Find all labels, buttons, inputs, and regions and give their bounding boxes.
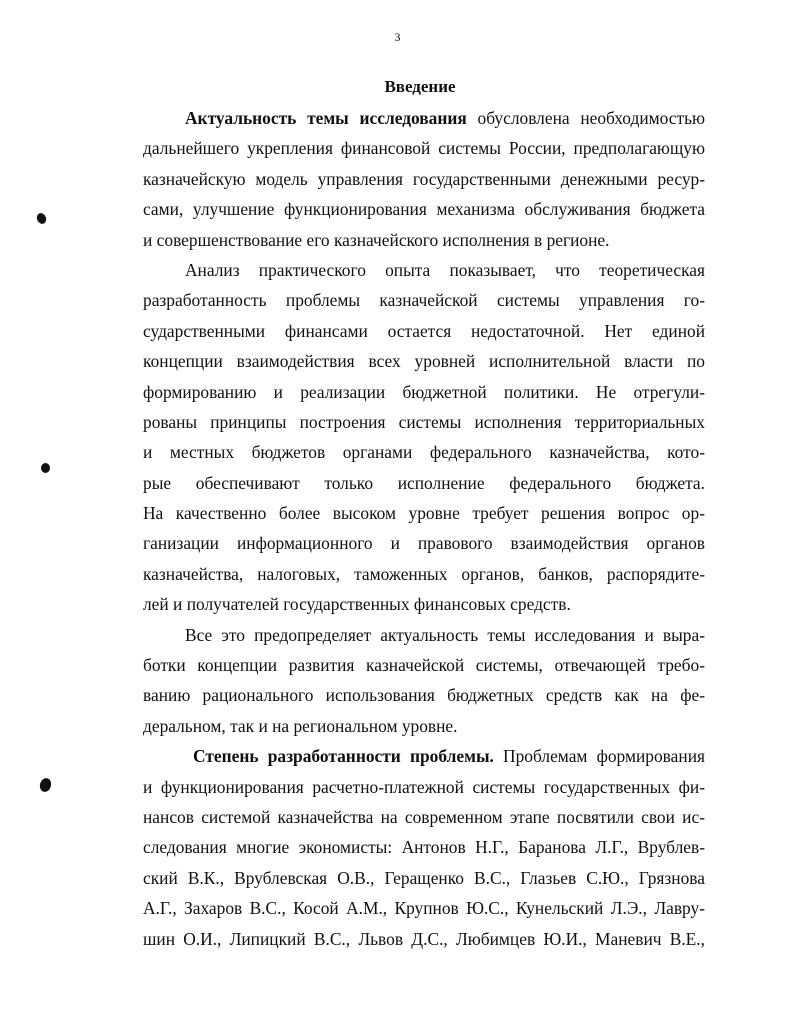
paragraph-relevance bbox=[143, 103, 705, 255]
text-line: Все это предопределяет актуальность темы исследования и выра- bbox=[185, 624, 705, 645]
scan-mark bbox=[38, 777, 52, 793]
text-line: рые обеспечивают только исполнение федерального бюджета. bbox=[143, 472, 705, 493]
text-line: ванию рационального использования бюджетных средств как на фе- bbox=[143, 685, 705, 706]
paragraph-analysis bbox=[143, 255, 705, 620]
text-line: и совершенствование его казначейского исполнения в регионе. bbox=[143, 229, 610, 250]
scan-mark bbox=[41, 463, 50, 473]
text-line: На качественно более высоком уровне требует решения вопрос ор- bbox=[143, 503, 705, 524]
text-line: ботки концепции развития казначейской системы, отвечающей требо- bbox=[143, 655, 705, 676]
text-line: рованы принципы построения системы исполнения территориальных bbox=[143, 411, 705, 432]
text-line: формированию и реализации бюджетной политики. Не отрегули- bbox=[143, 381, 705, 402]
text-line: сами, улучшение функционирования механизма обслуживания бюджета bbox=[143, 199, 705, 220]
text-line: концепции взаимодействия всех уровней исполнительной власти по bbox=[143, 351, 705, 372]
body-text bbox=[143, 103, 705, 954]
section-heading: Введение bbox=[384, 77, 456, 96]
text-line: Анализ практического опыта показывает, что теоретическая bbox=[185, 259, 705, 280]
page-number: 3 bbox=[394, 30, 401, 44]
text-line: Актуальность темы исследования обусловлена необходимостью bbox=[185, 108, 706, 128]
text-line: А.Г., Захаров В.С., Косой А.М., Крупнов Ю.С., Кунельский Л.Э., Лавру- bbox=[143, 898, 705, 919]
text-line: казначейскую модель управления государственными денежными ресур- bbox=[143, 168, 705, 189]
scan-mark bbox=[35, 212, 48, 226]
text-line: дальнейшего укрепления финансовой системы России, предполагающую bbox=[143, 138, 705, 159]
text-line: сударственными финансами остается недостаточной. Нет единой bbox=[143, 320, 705, 341]
text-line: деральном, так и на региональном уровне. bbox=[143, 715, 458, 736]
text-line: шин О.И., Липицкий В.С., Львов Д.С., Любимцев Ю.И., Маневич В.Е., bbox=[143, 928, 705, 949]
text-line: и местных бюджетов органами федерального казначейства, кото- bbox=[143, 442, 705, 463]
paragraph-predetermination bbox=[143, 620, 705, 742]
text-line: разработанность проблемы казначейской системы управления го- bbox=[143, 290, 705, 311]
text-line: следования многие экономисты: Антонов Н.Г., Баранова Л.Г., Врублев- bbox=[143, 837, 705, 858]
paragraph-degree-of-elaboration bbox=[143, 741, 705, 954]
text-line: лей и получателей государственных финансовых средств. bbox=[143, 594, 571, 615]
text-line: Степень разработанности проблемы. Проблемам формирования bbox=[193, 746, 705, 767]
text-line: казначейства, налоговых, таможенных органов, банков, распорядите- bbox=[143, 563, 705, 584]
text-line: ский В.К., Врублевская О.В., Геращенко В.С., Глазьев С.Ю., Грязнова bbox=[143, 867, 705, 888]
text-line: ганизации информационного и правового взаимодействия органов bbox=[143, 533, 705, 554]
text-line: нансов системой казначейства на современном этапе посвятили свои ис- bbox=[143, 806, 705, 827]
paragraph-lead: Степень разработанности проблемы. bbox=[193, 746, 494, 767]
paragraph-lead: Актуальность темы исследования bbox=[185, 108, 467, 128]
text-line: и функционирования расчетно-платежной системы государственных фи- bbox=[143, 776, 705, 797]
